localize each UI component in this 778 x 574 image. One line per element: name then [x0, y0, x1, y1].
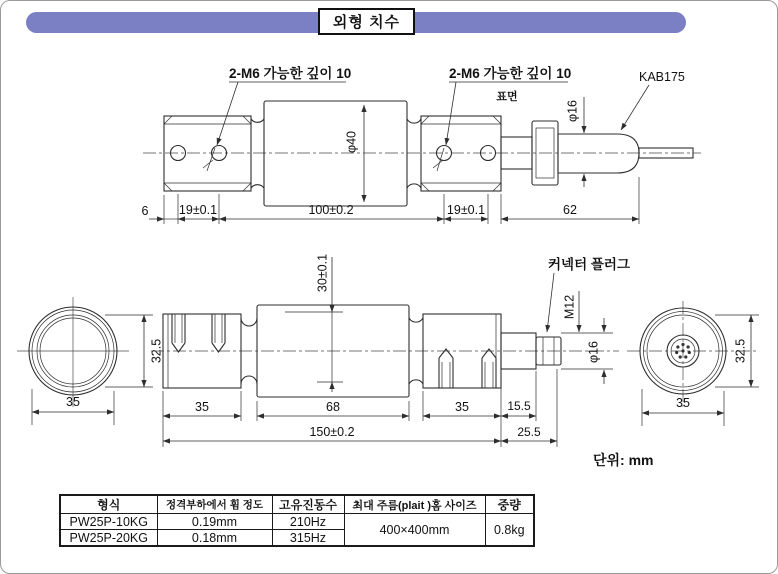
col-header-model: 형식 [60, 495, 157, 514]
dim-phi40: φ40 [344, 130, 359, 154]
dim-6: 6 [141, 204, 149, 218]
callout-leader [446, 82, 456, 145]
dim-35-right-view: 35 [676, 396, 690, 410]
dim-phi16-bottom: φ16 [586, 340, 601, 364]
left-block [164, 116, 251, 191]
table-header-row [60, 495, 534, 514]
dim-100: 100±0.2 [308, 203, 354, 217]
left-end-view [17, 297, 163, 425]
thread-lines [215, 314, 222, 343]
dim-19-left: 19±0.1 [178, 203, 218, 217]
cell-frequency: 210Hz [272, 514, 344, 530]
tapped-hole-up [482, 349, 496, 388]
dim-30: 30±0.1 [315, 253, 330, 293]
cell-deflection: 0.19mm [157, 514, 272, 530]
extension-lines [163, 369, 557, 447]
callout-leader [217, 82, 238, 145]
cell-model: PW25P-10KG [60, 514, 157, 530]
thread-lines [485, 362, 493, 388]
dim-15-5: 15.5 [507, 399, 531, 413]
thread-lines [442, 362, 450, 388]
tapped-hole-down [172, 314, 185, 352]
dim-32-5: 32.5 [149, 338, 164, 364]
dim-35-right: 35 [455, 400, 469, 414]
top-side-view [142, 65, 701, 224]
tapped-hole-down [212, 314, 225, 352]
cell-frequency: 315Hz [272, 530, 344, 547]
cell-weight: 0.8kg [485, 514, 534, 547]
thread-tick [433, 148, 444, 171]
neck-groove [407, 119, 421, 188]
callout-leader [547, 273, 554, 332]
dim-19-right: 19±0.1 [446, 203, 486, 217]
left-block-chamfers [164, 116, 251, 191]
callout-leader [621, 85, 649, 130]
cable-model-label: KAB175 [639, 70, 685, 84]
cell-model: PW25P-20KG [60, 530, 157, 547]
dim-150: 150±0.2 [309, 425, 355, 439]
col-header-weight: 중량 [485, 495, 534, 514]
surface-label: 표면 [496, 91, 518, 103]
col-header-frequency: 고유진동수 [272, 495, 344, 514]
unit-note: 단위: mm [593, 452, 654, 468]
spec-table [59, 494, 535, 547]
extension-lines [285, 312, 343, 382]
tap-callout-right: 2-M6 가능한 깊이 10 [449, 66, 572, 81]
dim-68: 68 [326, 400, 340, 414]
cable-plug-body [558, 134, 639, 173]
dim-32-5-right: 32.5 [733, 338, 748, 364]
tapped-hole-up [439, 349, 453, 388]
dim-phi16: φ16 [565, 99, 580, 123]
dim-35: 35 [66, 395, 80, 409]
thread-tick [203, 148, 215, 171]
col-header-deflection: 정격부하에서 휨 정도 [157, 495, 272, 514]
center-cylinder [264, 101, 407, 206]
connector-plug-label: 커넥터 플러그 [548, 257, 630, 272]
bottom-side-view [151, 254, 631, 447]
dim-62: 62 [563, 203, 577, 217]
right-block-chamfers [421, 116, 501, 191]
tap-callout-left: 2-M6 가능한 깊이 10 [229, 66, 352, 81]
page-title: 외형 치수 [318, 8, 415, 35]
right-end-view [627, 301, 759, 426]
right-block [421, 116, 501, 191]
cell-deflection: 0.18mm [157, 530, 272, 547]
thread-lines [175, 314, 182, 343]
cell-plait-size: 400×400mm [344, 514, 485, 547]
dim-m12: M12 [562, 294, 577, 320]
dim-35-left: 35 [195, 400, 209, 414]
neck-groove [251, 119, 264, 188]
dimension-drawing-canvas [1, 1, 778, 574]
table-row [60, 514, 534, 530]
dim-25-5: 25.5 [517, 425, 541, 439]
col-header-plait-size: 최대 주름(plait )홈 사이즈 [344, 495, 485, 514]
